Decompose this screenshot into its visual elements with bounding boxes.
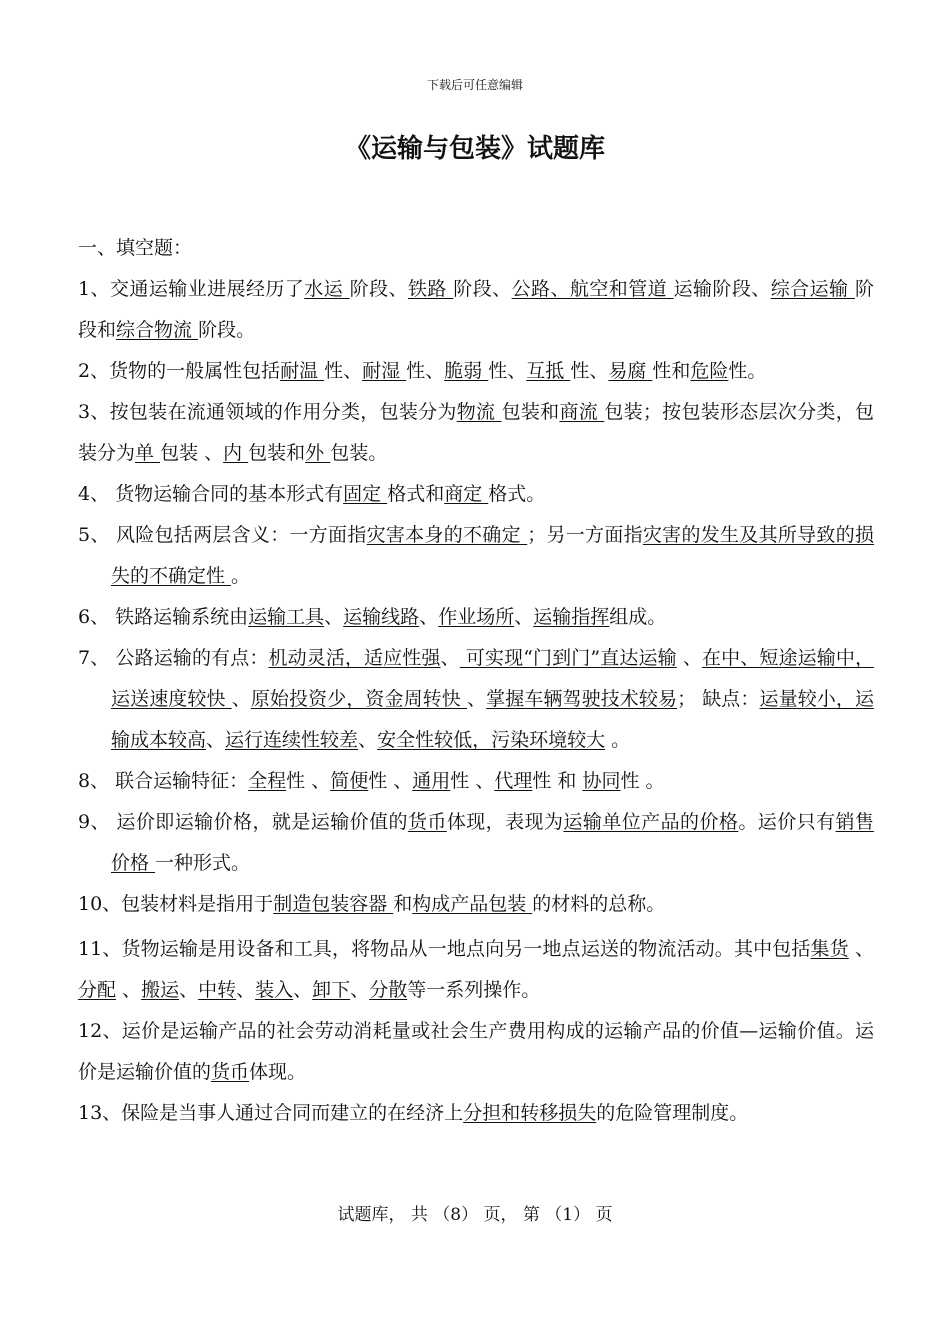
question-text: 性、 <box>488 360 527 382</box>
answer-blank: 灾害本身的不确定 <box>366 524 528 546</box>
question-item <box>78 597 874 638</box>
question-item <box>78 802 874 884</box>
question-item <box>78 269 874 351</box>
answer-blank: 中转 <box>198 979 237 1001</box>
answer-blank: 分担和转移损失 <box>463 1102 597 1124</box>
answer-blank: 外 <box>305 442 331 464</box>
answer-blank: 简便 <box>330 770 369 792</box>
answer-blank: 脆弱 <box>444 360 489 382</box>
question-item <box>78 392 874 474</box>
question-text: 组成。 <box>609 606 667 628</box>
question-list <box>78 269 874 1134</box>
answer-blank: 集货 <box>810 938 849 960</box>
answer-blank: 商定 <box>444 483 489 505</box>
question-text: 一种形式。 <box>155 852 251 874</box>
question-text: 、 <box>514 606 534 628</box>
answer-blank: 可实现“门到门”直达运输 <box>459 647 677 669</box>
answer-blank: 安全性较低，污染环境较大 <box>377 729 606 751</box>
question-text: 包装；按包装形态层次分类，包装分为 <box>78 401 874 464</box>
question-text: 11、货物运输是用设备和工具，将物品从一地点向另一地点运送的物流活动。其中包括 <box>78 938 811 960</box>
answer-blank: 综合运输 <box>770 278 855 300</box>
question-text: 性 、 <box>286 770 331 792</box>
question-text: 体现，表现为 <box>446 811 564 833</box>
answer-blank: 单 <box>135 442 161 464</box>
question-text: 6、 铁路运输系统由 <box>78 606 249 628</box>
question-text: 性 和 <box>532 770 583 792</box>
answer-blank: 公路、航空和管道 <box>511 278 674 300</box>
question-text: 、 <box>324 606 344 628</box>
question-text: 3、按包装在流通领域的作用分类，包装分为 <box>78 401 457 423</box>
answer-blank: 装入 <box>255 979 294 1001</box>
question-text: 。 <box>605 729 631 751</box>
answer-blank: 构成产品包装 <box>412 893 533 915</box>
question-text: 。运价只有 <box>738 811 836 833</box>
question-text: 、 <box>419 606 439 628</box>
page-header: 下载后可任意编辑 <box>426 78 523 92</box>
question-text: 阶段和 <box>78 278 874 341</box>
question-text: 9、 运价即运输价格，就是运输价值的 <box>78 811 408 833</box>
question-text: 、 <box>206 729 226 751</box>
question-text: 性。 <box>728 360 767 382</box>
answer-blank: 内 <box>223 442 249 464</box>
question-text: 5、 风险包括两层含义：一方面指 <box>78 524 367 546</box>
question-text: 、 <box>116 979 142 1001</box>
question-text: 13、保险是当事人通过合同而建立的在经济上 <box>78 1102 464 1124</box>
question-text: 12、运价是运输产品的社会劳动消耗量或社会生产费用构成的运输产品的价值—运输价值。运价是运输价值的 <box>78 1020 874 1083</box>
answer-blank: 分散 <box>369 979 408 1001</box>
question-text: 、 <box>293 979 313 1001</box>
answer-blank: 货币 <box>211 1061 250 1083</box>
question-text: 的材料的总称。 <box>532 893 666 915</box>
answer-blank: 固定 <box>343 483 388 505</box>
question-text: 性、 <box>570 360 609 382</box>
question-text: 性 。 <box>620 770 665 792</box>
question-text: 性 、 <box>368 770 413 792</box>
answer-blank: 运输工具 <box>248 606 325 628</box>
question-text: 、 <box>236 979 256 1001</box>
question-text: 包装和 <box>501 401 560 423</box>
answer-blank: 危险 <box>690 360 729 382</box>
answer-blank: 综合物流 <box>116 319 199 341</box>
question-text: 、 <box>179 979 199 1001</box>
answer-blank: 物流 <box>456 401 502 423</box>
question-text: 2、货物的一般属性包括 <box>78 360 281 382</box>
question-text: 包装和 <box>248 442 306 464</box>
answer-blank: 搬运 <box>141 979 180 1001</box>
question-item <box>78 474 874 515</box>
answer-blank: 货币 <box>407 811 447 833</box>
section-heading: 一、填空题： <box>78 237 193 259</box>
answer-blank: 水运 <box>304 278 350 300</box>
answer-blank: 运输线路 <box>343 606 420 628</box>
question-item <box>78 929 874 1011</box>
question-text: 、 <box>848 938 874 960</box>
question-text: ；另一方面指 <box>527 524 643 546</box>
question-text: 包装 、 <box>160 442 224 464</box>
document-title: 《运输与包装》试题库 <box>344 134 605 164</box>
question-text: 、 <box>231 688 251 710</box>
answer-blank: 销售价格 <box>111 811 874 874</box>
question-text: 阶段、 <box>453 278 512 300</box>
question-text: 性 、 <box>450 770 495 792</box>
page-footer: 试题库， 共 （8） 页， 第 （1） 页 <box>337 1205 613 1225</box>
question-text: 包装。 <box>330 442 388 464</box>
question-text: 的危险管理制度。 <box>596 1102 749 1124</box>
answer-blank: 卸下 <box>312 979 351 1001</box>
answer-blank: 分配 <box>78 979 117 1001</box>
question-text: 等一系列操作。 <box>407 979 541 1001</box>
answer-blank: 运量较小，运输成本较高 <box>111 688 874 751</box>
question-text: 1、交通运输业进展经历了 <box>78 278 305 300</box>
answer-blank: 易腐 <box>608 360 653 382</box>
question-item <box>78 638 874 761</box>
answer-blank: 灾害的发生及其所导致的损失的不确定性 <box>111 524 874 587</box>
answer-blank: 耐湿 <box>362 360 407 382</box>
document-body <box>78 228 874 1134</box>
answer-blank: 互抵 <box>526 360 571 382</box>
question-text: 、 <box>350 979 370 1001</box>
question-text: 、 <box>358 729 378 751</box>
question-text: 运输阶段、 <box>673 278 771 300</box>
question-text: 、 <box>676 647 702 669</box>
question-text: 和 <box>393 893 413 915</box>
answer-blank: 运输指挥 <box>533 606 610 628</box>
question-text: 10、包装材料是指用于 <box>78 893 274 915</box>
answer-blank: 运输单位产品的价格 <box>563 811 739 833</box>
answer-blank: 铁路 <box>407 278 454 300</box>
question-text: 7、 公路运输的有点： <box>78 647 269 669</box>
answer-blank: 协同 <box>582 770 621 792</box>
question-text: 8、 联合运输特征： <box>78 770 249 792</box>
answer-blank: 制造包装容器 <box>273 893 394 915</box>
question-text: 性、 <box>406 360 445 382</box>
answer-blank: 耐温 <box>280 360 325 382</box>
answer-blank: 通用 <box>412 770 451 792</box>
answer-blank: 全程 <box>248 770 287 792</box>
answer-blank: 代理 <box>494 770 533 792</box>
question-text: 体现。 <box>249 1061 307 1083</box>
question-text: 格式和 <box>387 483 445 505</box>
answer-blank: 运行连续性较差 <box>225 729 359 751</box>
question-text: 性和 <box>652 360 691 382</box>
question-item <box>78 884 874 925</box>
answer-blank: 机动灵活，适应性强 <box>268 647 441 669</box>
question-text: 性、 <box>324 360 363 382</box>
answer-blank: 作业场所 <box>438 606 515 628</box>
question-text: 阶段。 <box>198 319 256 341</box>
question-text: 。 <box>231 565 251 587</box>
answer-blank: 原始投资少，资金周转快 <box>250 688 468 710</box>
question-item <box>78 1093 874 1134</box>
question-item <box>78 761 874 802</box>
answer-blank: 在中、短途运输中，运送速度较快 <box>111 647 874 710</box>
question-item <box>78 1011 874 1093</box>
question-text: 4、 货物运输合同的基本形式有 <box>78 483 344 505</box>
question-item <box>78 515 874 597</box>
question-text: 、 <box>440 647 460 669</box>
question-text: 阶段、 <box>349 278 408 300</box>
question-text: 格式。 <box>488 483 546 505</box>
answer-blank: 商流 <box>559 401 605 423</box>
answer-blank: 掌握车辆驾驶技术较易 <box>486 688 678 710</box>
question-text: 、 <box>467 688 487 710</box>
question-text: ； 缺点： <box>677 688 760 710</box>
question-item <box>78 351 874 392</box>
